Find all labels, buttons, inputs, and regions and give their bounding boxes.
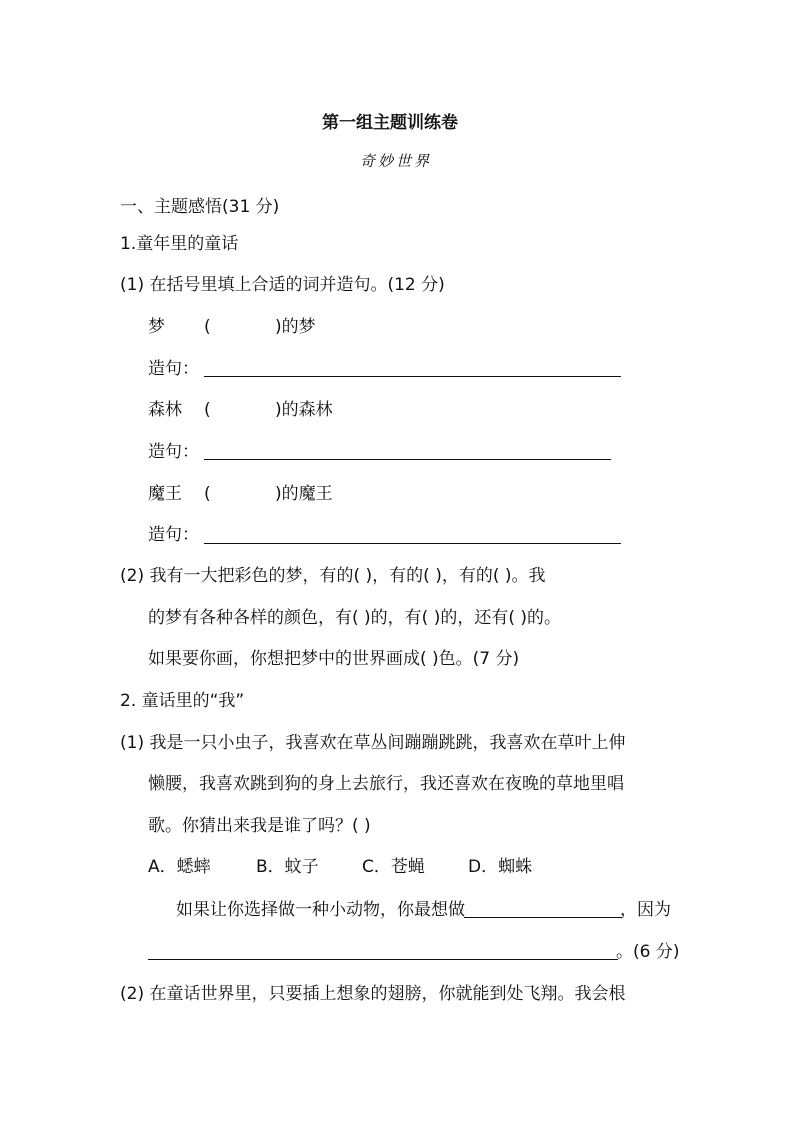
option-d[interactable]: D．蜘蛛	[468, 857, 533, 877]
followup-text: ，因为	[620, 900, 671, 920]
question-1-2-line: 的梦有各种各样的颜色，有( )的，有( )的，还有( )的。	[148, 608, 562, 628]
question-1-2-line: (2) 我有一大把彩色的梦，有的( )，有的( )，有的( )。我	[120, 566, 546, 586]
question-2-1-line: (1) 我是一只小虫子，我喜欢在草丛间蹦蹦跳跳，我喜欢在草叶上伸	[120, 733, 626, 753]
word-label: 森林	[148, 400, 182, 420]
question-2-1-line: 歌。你猜出来我是谁了吗？( )	[148, 816, 371, 836]
answer-line[interactable]	[464, 917, 622, 918]
question-1-2-line: 如果要你画，你想把梦中的世界画成( )色。(7 分)	[148, 649, 520, 669]
paren-open: (	[204, 317, 211, 337]
question-2-2-line: (2) 在童话世界里，只要插上想象的翅膀，你就能到处飞翔。我会根	[120, 984, 626, 1004]
sentence-label: 造句：	[148, 359, 199, 379]
paren-close-phrase: )的梦	[275, 317, 316, 337]
paren-close-phrase: )的森林	[275, 400, 333, 420]
question-2-heading: 2. 童话里的“我”	[120, 691, 245, 711]
paren-open: (	[204, 484, 211, 504]
answer-line[interactable]	[204, 543, 621, 544]
word-label: 梦	[148, 317, 165, 337]
sentence-label: 造句：	[148, 525, 199, 545]
question-2-1-line: 懒腰，我喜欢跳到狗的身上去旅行，我还喜欢在夜晚的草地里唱	[148, 774, 624, 794]
option-a[interactable]: A．蟋蟀	[148, 857, 211, 877]
paren-close-phrase: )的魔王	[275, 484, 333, 504]
sentence-label: 造句：	[148, 442, 199, 462]
word-label: 魔王	[148, 484, 182, 504]
section-heading: 一、主题感悟(31 分)	[120, 197, 280, 217]
answer-line[interactable]	[204, 459, 611, 460]
option-c[interactable]: C．苍蝇	[362, 857, 425, 877]
question-1-1-prompt: (1) 在括号里填上合适的词并造句。(12 分)	[120, 275, 445, 295]
answer-line[interactable]	[148, 959, 618, 960]
answer-line[interactable]	[204, 376, 621, 377]
page-subtitle: 奇妙世界	[360, 152, 433, 170]
score-note: 。(6 分)	[616, 942, 680, 962]
page-title: 第一组主题训练卷	[322, 113, 458, 133]
paren-open: (	[204, 400, 211, 420]
question-1-heading: 1.童年里的童话	[120, 234, 239, 254]
followup-text: 如果让你选择做一种小动物，你最想做	[176, 900, 465, 920]
option-b[interactable]: B．蚊子	[256, 857, 319, 877]
